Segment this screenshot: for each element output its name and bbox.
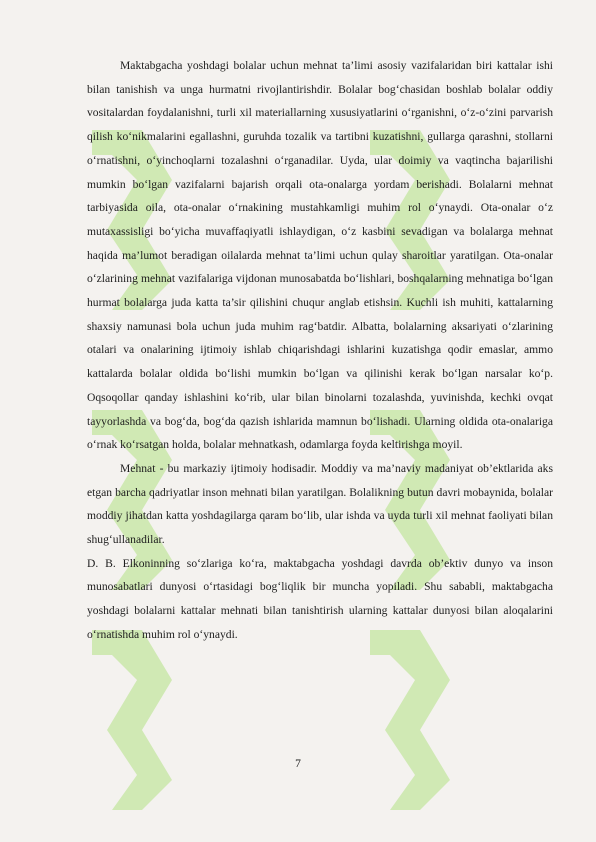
watermark-logo-icon [82,620,182,820]
paragraph-2: Mehnat - bu markaziy ijtimoiy hodisadir. Moddiy va ma’naviy madaniyat ob’ektlarida aks etgan barcha qadriyatlar inson mehnati bilan yaratilgan. Bolalikning butun davri mobaynida, bolalar moddiy jihatdan katta yoshdagilarga qaram bo‘lib, ular ishda va uyda turli xil mehnat faoliyati bilan shug‘ullanadilar. [87,461,553,547]
page-number: 7 [295,757,301,770]
paragraph-1: Maktabgacha yoshdagi bolalar uchun mehnat ta’limi asosiy vazifalaridan biri kattalar ishi bilan tanishish va unga hurmatni rivojlantirishdir. Bolalar bog‘chasidan boshlab bolalar oddiy vositalardan foydalanishni, turli xil materiallarning xususiyatlarini o‘rganishni, o‘z-o‘zini parvarish qilish ko‘nikmalarini egallashni, guruhda tozalik va tartibni kuzatishni, gullarga qarashni, stollarni o‘rnatishni, o‘yinchoqlarni tozalashni o‘rganadilar. Uyda, ular doimiy va vaqtincha bajarilishi mumkin bo‘lgan vazifalarni bajarish orqali ota-onalarga yordam berishadi. Bolalarni mehnat tarbiyasida oila, ota-onalar o‘rnakining mustahkamligi muhim rol o‘ynaydi. Ota-onalar o‘z mutaxassisligi bo‘yicha muvaffaqiyatli ishlaydigan, o‘z kasbini sevadigan va bolalarga mehnat haqida ma’lumot beradigan oilalarda mehnat ta’limi uchun qulay sharoitlar yaratilgan. Ota-onalar o‘zlarining mehnat vazifalariga vijdonan munosabatda bo‘lishlari, boshqalarning mehnatiga bo‘lgan hurmat bolalarga juda katta ta’sir qilishini chuqur anglab etishsin. Kuchli ish muhiti, kattalarning shaxsiy namunasi bola uchun juda muhim rag‘batdir. Albatta, bolalarning aksariyati o‘zlarining otalari va onalarining ijtimoiy ishlab chiqarishdagi ishlarini kuzatishga qodir emaslar, ammo kattalarda bolalar oldida bo‘lishi mumkin bo‘lgan va qilinishi kerak bo‘lgan narsalar ko‘p. Oqsoqollar qanday ishlashini ko‘rib, ular bilan binolarni tozalashda, yuvinishda, kechki ovqat tayyorlashda va bog‘da, bog‘da qazish ishlarida mamnun bo‘lishadi. Ularning oldida ota-onalariga o‘rnak ko‘rsatgan holda, bolalar mehnatkash, odamlarga foyda keltirishga moyil. [87,59,553,452]
paragraph-3: D. B. Elkoninning so‘zlariga ko‘ra, maktabgacha yoshdagi davrda ob’ektiv dunyo va inson munosabatlari dunyosi o‘rtasidagi bog‘liqlik bir muncha yopiladi. Shu sababli, maktabgacha yoshdagi bolalarni kattalar mehnati bilan tanishtirish ularning kattalar dunyosi bilan aloqalarini o‘rnatishda muhim rol o‘ynaydi. [87,556,553,641]
watermark-logo-icon [360,620,460,820]
page-body [87,54,553,647]
